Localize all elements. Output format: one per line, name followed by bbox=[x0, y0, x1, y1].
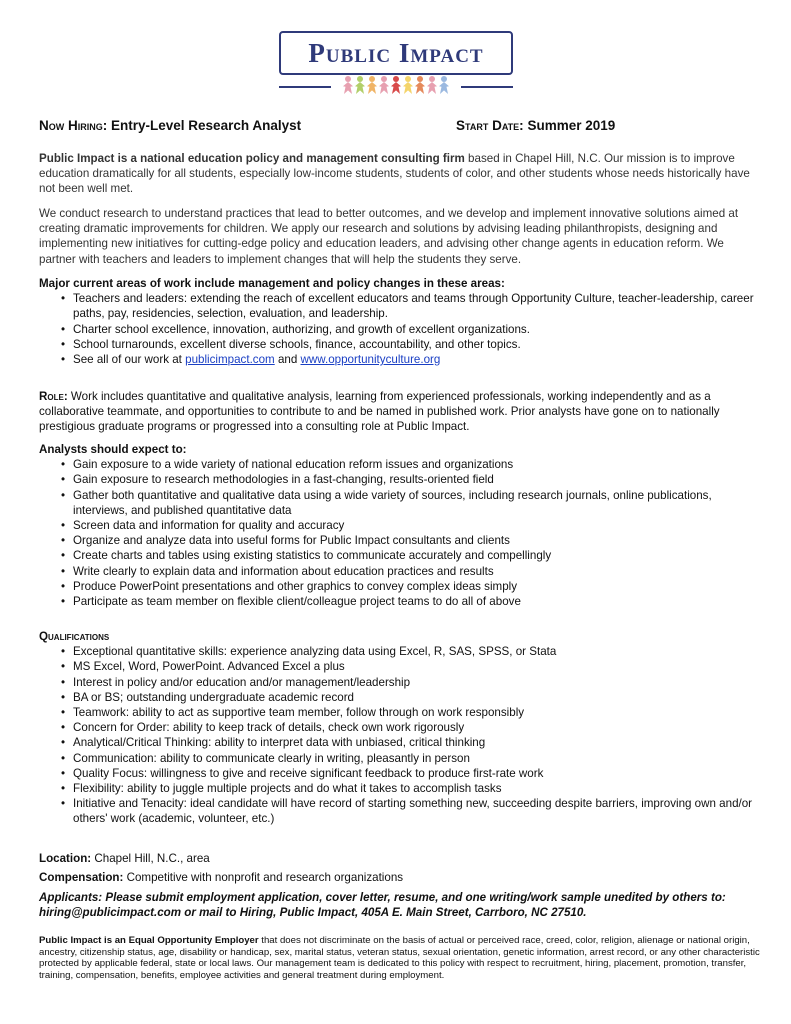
publicimpact-link[interactable]: publicimpact.com bbox=[185, 353, 275, 367]
list-item: • Communication: ability to communicate clearly in writing, pleasantly in person bbox=[39, 751, 761, 766]
list-item: • Produce PowerPoint presentations and other graphics to convey complex ideas simply bbox=[39, 579, 761, 594]
eeo-lead: Public Impact is an Equal Opportunity Employer bbox=[39, 935, 259, 946]
opportunityculture-link[interactable]: www.opportunityculture.org bbox=[300, 353, 441, 367]
intro-lead: Public Impact is a national education policy and management consulting firm bbox=[39, 152, 465, 165]
intro-p1-rest: based in Chapel Hill, N.C. Our mission is to improve education dramatically for all students, especially low-income students, students of color, and other students whose needs historically have not been well met. bbox=[39, 152, 750, 196]
list-item: • MS Excel, Word, PowerPoint. Advanced Excel a plus bbox=[39, 659, 761, 674]
list-item: • Exceptional quantitative skills: experience analyzing data using Excel, R, SAS, SPSS, or Stata bbox=[39, 644, 761, 659]
list-item: • Quality Focus: willingness to give and receive significant feedback to produce first-rate work bbox=[39, 766, 761, 781]
list-item: • Screen data and information for quality and accuracy bbox=[39, 518, 761, 533]
apply-line-1: Applicants: Please submit employment application, cover letter, resume, and one writing/work sample unedited by others to: bbox=[39, 891, 726, 904]
areas-heading: Major current areas of work include management and policy changes in these areas: bbox=[39, 277, 505, 290]
start-date-label: Start Date: bbox=[456, 118, 524, 133]
qualifications-heading: Qualifications bbox=[39, 630, 110, 643]
location-label: Location: bbox=[39, 852, 92, 865]
compensation-line bbox=[39, 870, 761, 885]
now-hiring-label: Now Hiring: bbox=[39, 118, 108, 133]
role-text: Work includes quantitative and qualitative analysis, learning from experienced professionals, working independently and as a collaborative teammate, and opportunities to contribute to and be named in published work. Prior analysts have gone on to nationally prestigious graduate programs or progressed into a consulting role at Public Impact. bbox=[39, 390, 720, 434]
qualifications-list bbox=[39, 644, 761, 826]
list-item: • Interest in policy and/or education and/or management/leadership bbox=[39, 675, 761, 690]
location-line bbox=[39, 851, 761, 866]
list-item: • Concern for Order: ability to keep track of details, check own work rigorously bbox=[39, 720, 761, 735]
list-item: • Organize and analyze data into useful forms for Public Impact consultants and clients bbox=[39, 533, 761, 548]
apply-section bbox=[39, 890, 761, 920]
list-item: • Flexibility: ability to juggle multiple projects and do what it takes to accomplish tasks bbox=[39, 781, 761, 796]
links-prefix: See all of our work at bbox=[73, 353, 186, 367]
intro-paragraph-1 bbox=[39, 151, 761, 197]
location-value: Chapel Hill, N.C., area bbox=[91, 852, 210, 865]
list-item: • Create charts and tables using existing statistics to communicate accurately and compellingly bbox=[39, 548, 761, 563]
apply-line-2: hiring@publicimpact.com or mail to Hiring, Public Impact, 405A E. Main Street, Carrboro, NC 27510. bbox=[39, 906, 587, 920]
list-item: • Gain exposure to a wide variety of national education reform issues and organizations bbox=[39, 457, 761, 472]
expect-heading: Analysts should expect to: bbox=[39, 443, 187, 456]
list-item: • Teamwork: ability to act as supportive team member, follow through on work responsibly bbox=[39, 705, 761, 720]
list-item: • Write clearly to explain data and information about education practices and results bbox=[39, 564, 761, 579]
areas-section bbox=[39, 276, 761, 367]
role-section bbox=[39, 389, 761, 435]
logo-text: Public Impact bbox=[308, 37, 484, 68]
list-item: • Gain exposure to research methodologies in a fast-changing, results-oriented field bbox=[39, 472, 761, 487]
list-item: • Gather both quantitative and qualitative data using a wide variety of sources, including research journals, online publications, interviews, and published quantitative data bbox=[39, 488, 761, 518]
areas-list bbox=[39, 291, 761, 367]
compensation-value: Competitive with nonprofit and research organizations bbox=[123, 871, 404, 884]
compensation-label: Compensation: bbox=[39, 871, 124, 884]
start-date-value: Summer 2019 bbox=[527, 118, 616, 133]
role-label: Role: bbox=[39, 390, 68, 403]
intro-p2: We conduct research to understand practices that lead to better outcomes, and we develop and implement innovative solutions aimed at creating dramatic improvements for children. We apply our research and solutions by advising leading philanthropists, designing and implementing new initiatives for cutting-edge policy and education leaders, and advising other change agents in education reform. We partner with teachers and leaders to implement changes that will help the students they serve. bbox=[39, 207, 739, 266]
intro-paragraph-2 bbox=[39, 206, 761, 267]
list-item: • Teachers and leaders: extending the reach of excellent educators and teams through Opportunity Culture, teacher-leadership, career paths, pay, residencies, selection, evaluation, and leadership. bbox=[39, 291, 761, 321]
logo-rule-right bbox=[461, 86, 513, 88]
list-item: • Charter school excellence, innovation, authorizing, and growth of excellent organizations. bbox=[39, 322, 761, 337]
list-item bbox=[39, 352, 761, 367]
list-item: • BA or BS; outstanding undergraduate academic record bbox=[39, 690, 761, 705]
public-impact-logo bbox=[279, 31, 513, 75]
expect-section bbox=[39, 442, 761, 609]
list-item: • School turnarounds, excellent diverse schools, finance, accountability, and other topics. bbox=[39, 337, 761, 352]
eeo-statement bbox=[39, 935, 761, 981]
expect-list bbox=[39, 457, 761, 609]
list-item: • Analytical/Critical Thinking: ability to interpret data with unbiased, critical thinking bbox=[39, 735, 761, 750]
job-title: Entry-Level Research Analyst bbox=[111, 118, 302, 133]
eeo-text: that does not discriminate on the basis of actual or perceived race, creed, color, religion, alienage or national origin, ancestry, citizenship status, age, disability or handicap, sex, marital status, veteran status, sexual orientation, genetic information, arrest record, or any other characteristic protected by applicable federal, state or local laws. Our management team is dedicated to this policy with respect to recruitment, hiring, placement, promotion, transfer, training, compensation, benefits, employee activities and general treatment during employment. bbox=[39, 935, 760, 981]
job-heading bbox=[39, 118, 739, 133]
links-and: and bbox=[274, 353, 301, 367]
list-item: • Participate as team member on flexible client/colleague project teams to do all of above bbox=[39, 594, 761, 609]
logo-rule-left bbox=[279, 86, 331, 88]
qualifications-section bbox=[39, 629, 761, 827]
list-item: • Initiative and Tenacity: ideal candidate will have record of starting something new, succeeding despite barriers, improving own and/or others' work (academic, volunteer, etc.) bbox=[39, 796, 761, 826]
logo-figures-icon bbox=[332, 76, 460, 96]
